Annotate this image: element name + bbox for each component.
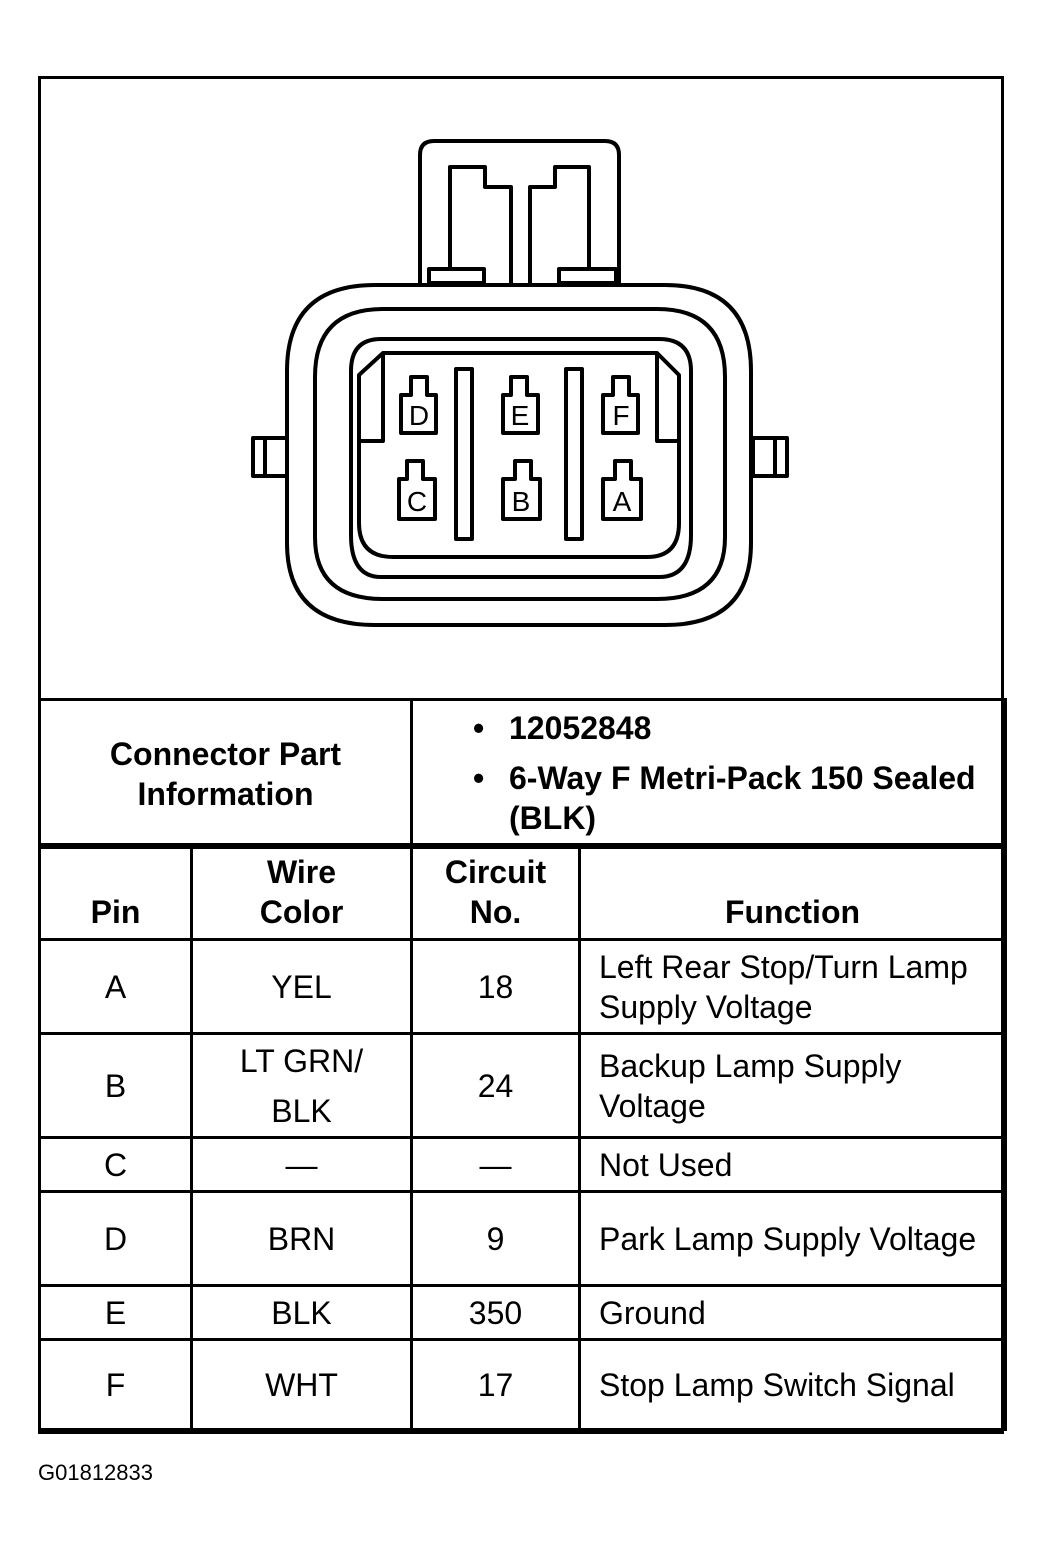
connector-figure-frame: [38, 76, 1004, 1434]
connector-face-diagram: [41, 79, 1001, 699]
divider-right: [566, 369, 582, 539]
circuit-cell: 18: [412, 940, 580, 1034]
part-number: 12052848: [509, 709, 652, 746]
header-circuit-text: Circuit No.: [444, 854, 547, 930]
pin-label-d: D: [408, 400, 430, 431]
table-row: [40, 1286, 1006, 1340]
pin-label-e: E: [510, 400, 530, 431]
header-wire-color-text: Wire Color: [259, 854, 344, 930]
wire-color-cell: BRN: [192, 1192, 412, 1286]
connector-part-label-text: Connector Part Information: [109, 735, 342, 812]
function-cell: Park Lamp Supply Voltage: [580, 1192, 1006, 1286]
connector-type-bullet: [413, 758, 1004, 838]
table-row: [40, 940, 1006, 1034]
pin-label-a: A: [612, 486, 632, 517]
bullet-dot: •: [473, 709, 485, 746]
latch-base-left: [429, 269, 484, 283]
connector-type: 6-Way F Metri-Pack 150 Sealed (BLK): [509, 759, 976, 836]
latch-base-right: [559, 269, 616, 283]
function-cell: Ground: [580, 1286, 1006, 1340]
wire-color-cell: YEL: [192, 940, 412, 1034]
header-wire-color: [192, 845, 412, 940]
third-ring: [351, 339, 691, 577]
table-row: [40, 1034, 1006, 1138]
function-cell: Stop Lamp Switch Signal: [580, 1340, 1006, 1430]
connector-face-svg: [41, 79, 1001, 699]
bullet-dot: •: [473, 759, 485, 796]
connector-part-label: [40, 700, 412, 848]
pin-cell: E: [40, 1286, 192, 1340]
header-function: Function: [580, 845, 1006, 940]
function-cell: Backup Lamp Supply Voltage: [580, 1034, 1006, 1138]
wire-color-cell: BLK: [192, 1286, 412, 1340]
pinout-header-row: [40, 845, 1006, 940]
circuit-cell: 350: [412, 1286, 580, 1340]
divider-left: [456, 369, 472, 539]
circuit-cell: 9: [412, 1192, 580, 1286]
wire-color-cell: [192, 1034, 412, 1138]
wire-color-cell: —: [192, 1138, 412, 1192]
pin-label-b: B: [511, 486, 531, 517]
ear-right: [753, 438, 787, 476]
figure-code: G01812833: [38, 1460, 153, 1485]
part-number-bullet: [413, 708, 1004, 748]
header-pin: Pin: [40, 845, 192, 940]
pin-label-c: C: [406, 486, 428, 517]
table-row: [40, 1340, 1006, 1430]
latch-right: [530, 167, 589, 283]
pin-cell: D: [40, 1192, 192, 1286]
table-row: [40, 1192, 1006, 1286]
wire-color-text: LT GRN/ BLK: [239, 1042, 364, 1129]
wire-color-cell: WHT: [192, 1340, 412, 1430]
function-cell: Left Rear Stop/Turn Lamp Supply Voltage: [580, 940, 1006, 1034]
latch-left: [450, 167, 511, 283]
pin-cell: A: [40, 940, 192, 1034]
header-circuit: [412, 845, 580, 940]
circuit-cell: 17: [412, 1340, 580, 1430]
function-cell: Not Used: [580, 1138, 1006, 1192]
pin-label-f: F: [612, 400, 630, 431]
pin-cell: C: [40, 1138, 192, 1192]
pinout-table: [38, 843, 1007, 1431]
circuit-cell: 24: [412, 1034, 580, 1138]
connector-part-info-table: [38, 698, 1007, 849]
connector-part-bullets: [412, 700, 1006, 848]
pin-cell: B: [40, 1034, 192, 1138]
pin-cell: F: [40, 1340, 192, 1430]
ear-left: [253, 438, 287, 476]
circuit-cell: —: [412, 1138, 580, 1192]
outer-body: [287, 285, 751, 625]
table-row: [40, 1138, 1006, 1192]
